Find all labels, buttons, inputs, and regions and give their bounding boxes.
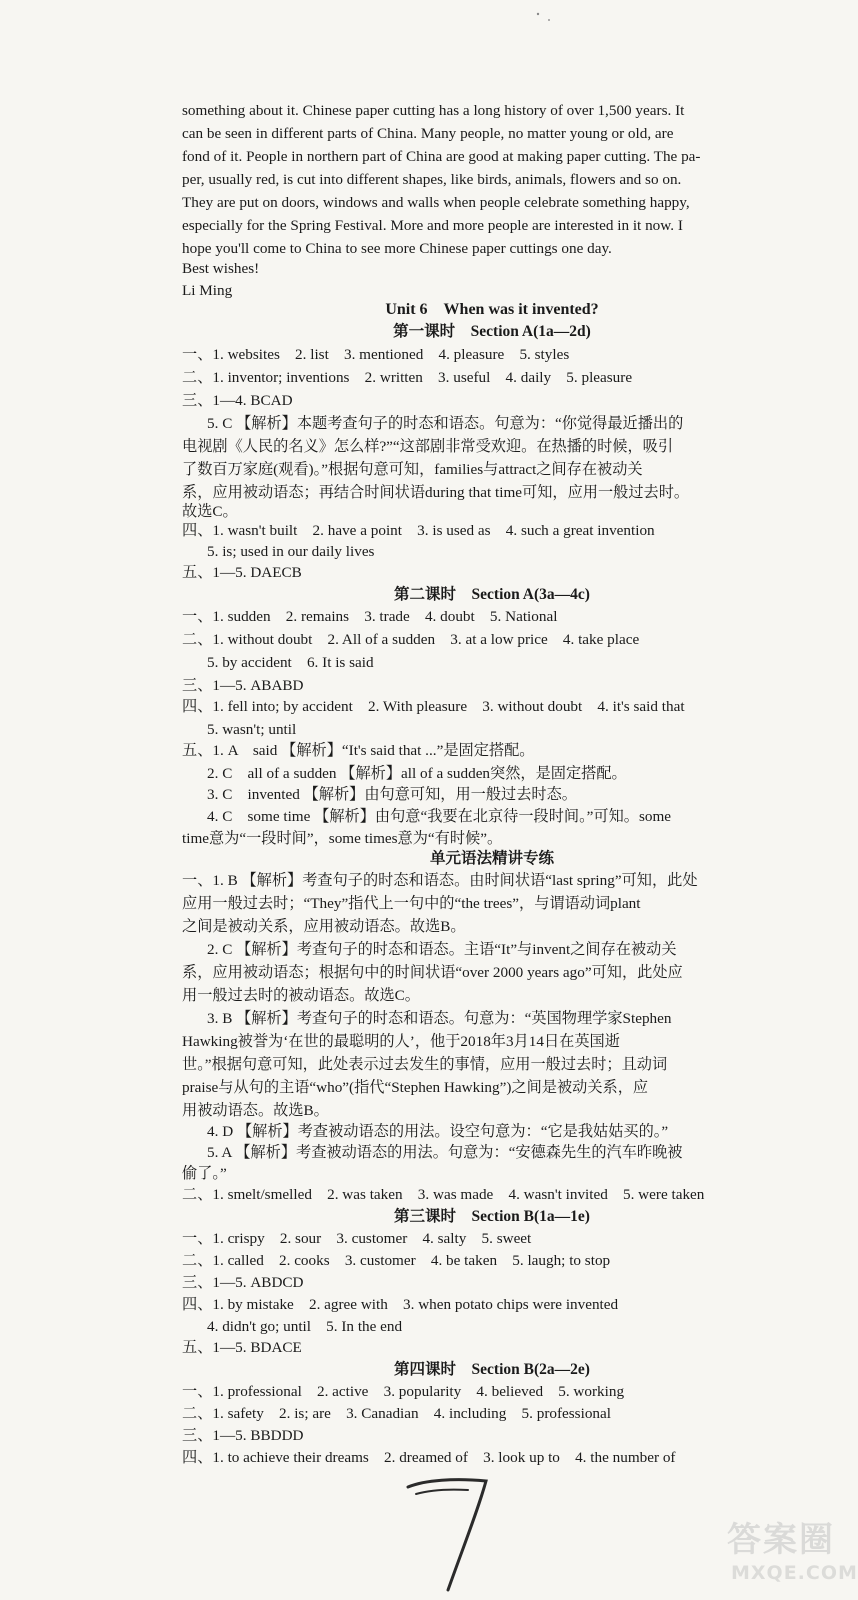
letter-line: hope you'll come to China to see more Chinese paper cuttings one day. <box>182 240 612 257</box>
answer-line: 五、1—5. DAECB <box>182 564 302 581</box>
answer-line: 三、1—5. ABDCD <box>182 1274 304 1291</box>
answer-line: 四、1. fell into; by accident 2. With pleasure 3. without doubt 4. it's said that <box>182 698 685 715</box>
answer-line: 三、1—4. BCAD <box>182 392 293 409</box>
answer-line: 应用一般过去时；“They”指代上一句中的“the trees”，与谓语动词plant <box>182 895 641 912</box>
answer-line: 3. C invented 【解析】由句意可知，用一般过去时态。 <box>207 786 577 803</box>
answer-line: 用一般过去时的被动语态。故选C。 <box>182 987 420 1004</box>
answer-line: 四、1. to achieve their dreams 2. dreamed of 3. look up to 4. the number of <box>182 1449 676 1466</box>
watermark-title: 答案圈 <box>727 1520 835 1560</box>
answer-line: 5. wasn't; until <box>207 721 297 738</box>
letter-line: can be seen in different parts of China. Many people, no matter young or old, are <box>182 125 674 142</box>
answer-line: 系，应用被动语态；再结合时间状语during that time可知，应用一般过去时。 <box>182 484 690 501</box>
answer-line: 二、1. inventor; inventions 2. written 3. useful 4. daily 5. pleasure <box>182 369 633 386</box>
letter-closing: Best wishes! <box>182 260 260 277</box>
answer-line: 5. C 【解析】本题考查句子的时态和语态。句意为：“你觉得最近播出的 <box>207 415 684 432</box>
answer-line: 用被动语态。故选B。 <box>182 1102 329 1119</box>
answer-line: 五、1. A said 【解析】“It's said that ...”是固定搭配。 <box>182 742 535 759</box>
section-heading: 单元语法精讲专练 <box>429 850 554 867</box>
answer-line: 5. by accident 6. It is said <box>207 654 374 671</box>
answer-line: praise与从句的主语“who”(指代“Stephen Hawking”)之间是被动关系，应 <box>182 1079 649 1096</box>
answer-line: 一、1. sudden 2. remains 3. trade 4. doubt 5. National <box>182 608 558 625</box>
section-heading: 第四课时 Section B(2a—2e) <box>394 1361 590 1378</box>
section-heading: 第三课时 Section B(1a—1e) <box>394 1208 590 1225</box>
letter-line: fond of it. People in northern part of China are good at making paper cutting. The pa- <box>182 148 701 165</box>
answer-line: 故选C。 <box>182 503 238 520</box>
answer-line: 一、1. professional 2. active 3. popularity 4. believed 5. working <box>182 1383 625 1400</box>
unit-title: Unit 6 When was it invented? <box>385 301 599 318</box>
answer-line: 3. B 【解析】考查句子的时态和语态。句意为：“英国物理学家Stephen <box>207 1010 672 1027</box>
answer-line: 二、1. safety 2. is; are 3. Canadian 4. including 5. professional <box>182 1405 611 1422</box>
answer-line: 二、1. without doubt 2. All of a sudden 3. at a low price 4. take place <box>182 631 640 648</box>
answer-line: 一、1. websites 2. list 3. mentioned 4. pleasure 5. styles <box>182 346 570 363</box>
letter-line: They are put on doors, windows and walls when people celebrate something happy, <box>182 194 690 211</box>
answer-line: 4. didn't go; until 5. In the end <box>207 1318 403 1335</box>
answer-line: 5. A 【解析】考查被动语态的用法。句意为：“安德森先生的汽车昨晚被 <box>207 1144 683 1161</box>
letter-line: per, usually red, is cut into different shapes, like birds, animals, flowers and so on. <box>182 171 682 188</box>
answer-line: 偷了。” <box>182 1165 227 1182</box>
answer-line: 五、1—5. BDACE <box>182 1339 302 1356</box>
answer-line: 之间是被动关系，应用被动语态。故选B。 <box>182 918 466 935</box>
letter-line: especially for the Spring Festival. More and more people are interested in it now. I <box>182 217 683 234</box>
answer-line: Hawking被誉为‘在世的最聪明的人’，他于2018年3月14日在英国逝 <box>182 1033 620 1050</box>
answer-line: time意为“一段时间”，some times意为“有时候”。 <box>182 830 503 847</box>
answer-line: 二、1. smelt/smelled 2. was taken 3. was made 4. wasn't invited 5. were taken <box>182 1186 705 1203</box>
answer-line: 世。”根据句意可知，此处表示过去发生的事情，应用一般过去时；且动词 <box>182 1056 668 1073</box>
answer-line: 电视剧《人民的名义》怎么样?”“这部剧非常受欢迎。在热播的时候，吸引 <box>182 438 674 455</box>
letter-line: something about it. Chinese paper cutting has a long history of over 1,500 years. It <box>182 102 685 119</box>
answer-line: 一、1. B 【解析】考查句子的时态和语态。由时间状语“last spring”可知，此处 <box>182 872 698 889</box>
answer-line: 2. C all of a sudden 【解析】all of a sudden突然，是固定搭配。 <box>207 765 627 782</box>
watermark-subtitle: MXQE.COM <box>731 1562 858 1584</box>
answer-line: 四、1. wasn't built 2. have a point 3. is used as 4. such a great invention <box>182 522 655 539</box>
answer-line: 5. is; used in our daily lives <box>207 543 375 560</box>
answer-line: 了数百万家庭(观看)。”根据句意可知，families与attract之间存在被动关 <box>182 461 643 478</box>
watermark-logo <box>721 1508 858 1594</box>
answer-line: 2. C 【解析】考查句子的时态和语态。主语“It”与invent之间存在被动关 <box>207 941 677 958</box>
answer-line: 4. D 【解析】考查被动语态的用法。设空句意为：“它是我姑姑买的。” <box>207 1123 669 1140</box>
answer-line: 系，应用被动语态；根据句中的时间状语“over 2000 years ago”可知，此处应 <box>182 964 683 981</box>
answer-line: 一、1. crispy 2. sour 3. customer 4. salty 5. sweet <box>182 1230 532 1247</box>
answer-line: 三、1—5. ABABD <box>182 677 304 694</box>
answer-line: 四、1. by mistake 2. agree with 3. when potato chips were invented <box>182 1296 619 1313</box>
answer-line: 二、1. called 2. cooks 3. customer 4. be taken 5. laugh; to stop <box>182 1252 611 1269</box>
answer-line: 三、1—5. BBDDD <box>182 1427 304 1444</box>
section-heading: 第一课时 Section A(1a—2d) <box>393 323 591 340</box>
section-heading: 第二课时 Section A(3a—4c) <box>394 586 590 603</box>
answer-line: 4. C some time 【解析】由句意“我要在北京待一段时间。”可知。some <box>207 808 672 825</box>
letter-signature: Li Ming <box>182 282 233 299</box>
